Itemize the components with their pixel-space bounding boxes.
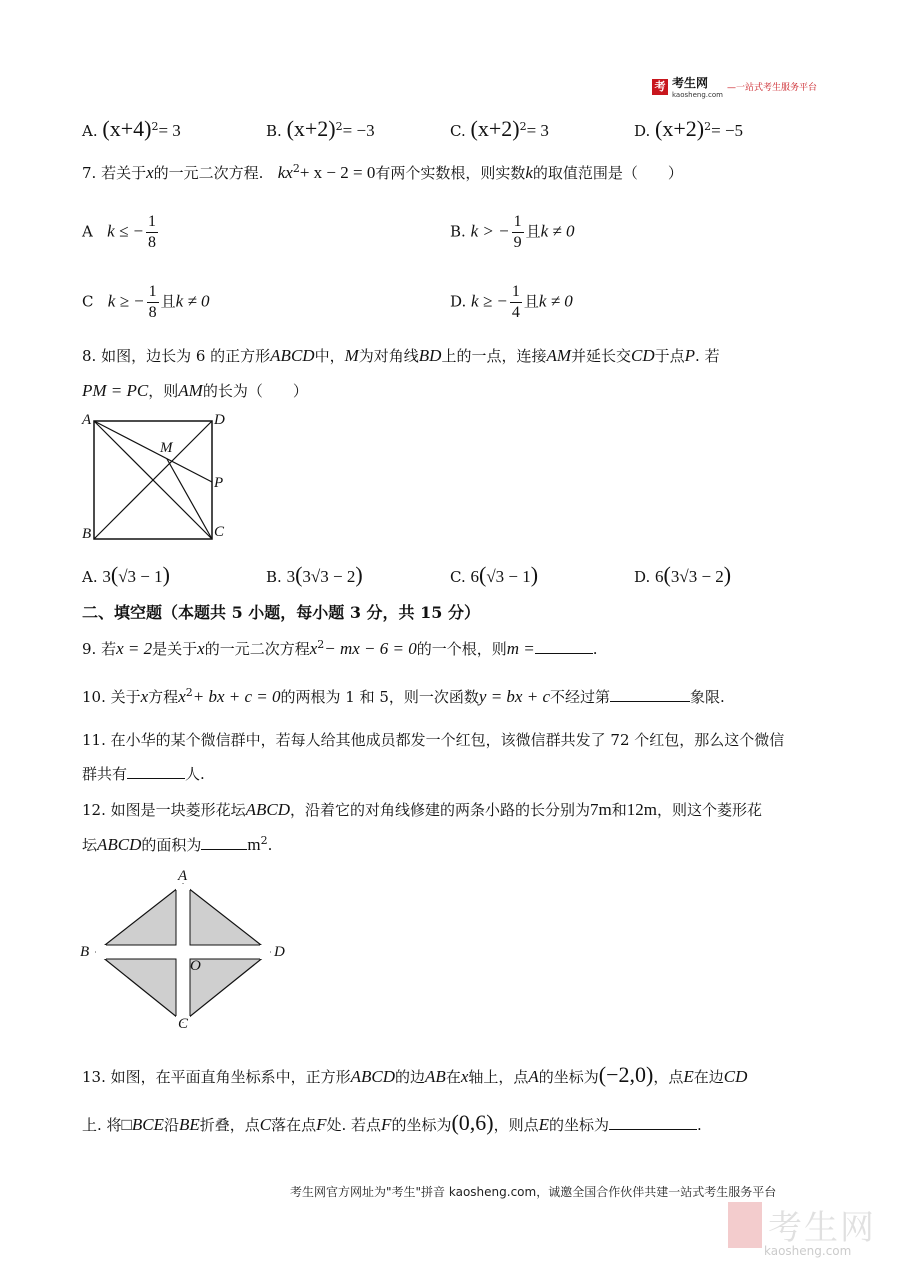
logo-icon: 考 [652, 79, 668, 95]
q7-option-d: D. k ≥ − $\frac{1}{4}$ 且k ≠ 0 [450, 283, 573, 321]
q6-option-b: B. $(x+2)^2= -3$ [266, 116, 375, 141]
q7-stem: 7. 若关于x的一元二次方程. $kx^2+ x - 2 = 0$有两个实数根，则实数k的取值范围是（ ） [82, 162, 683, 182]
q8-label-m: M [160, 440, 173, 456]
q12-line1: 12. 如图是一块菱形花坛ABCD，沿着它的对角线修建的两条小路的长分别为7m和12m，则这个菱形花 [82, 800, 763, 819]
q6-option-c: C. $(x+2)^2= 3$ [450, 116, 549, 141]
q8-option-d: D. 6(3√3 − 2) [634, 562, 732, 587]
q12-label-d: D [274, 944, 285, 960]
path-bd-horizontal [96, 945, 270, 959]
section-title: 二、填空题（本题共 5 小题，每小题 3 分，共 15 分） [82, 603, 480, 622]
q12-answer-blank[interactable] [201, 835, 247, 850]
q10-answer-blank[interactable] [610, 687, 690, 702]
watermark-logo-icon [728, 1202, 762, 1248]
q8-option-c: C. 6(√3 − 1) [450, 562, 539, 587]
q7-option-c: C k ≥ − $\frac{1}{8}$ 且k ≠ 0 [82, 283, 210, 321]
q13-line1: 13. 如图，在平面直角坐标系中，正方形ABCD的边AB在x轴上，点A的坐标为(−2,0)，点E在边CD [82, 1062, 748, 1087]
q11-answer-blank[interactable] [127, 764, 185, 779]
watermark [728, 1200, 876, 1249]
watermark-text: 考生网 [768, 1208, 876, 1248]
q9-answer-blank[interactable] [535, 639, 593, 654]
q12-label-c: C [178, 1016, 189, 1032]
q12-rhombus-figure [88, 876, 278, 1026]
q7-option-a: A k ≤ − $\frac{1}{8}$ [82, 213, 157, 251]
q8-label-d: D [214, 412, 225, 428]
q8-option-a: A. 3(√3 − 1) [82, 562, 170, 587]
q8-label-p: P [214, 475, 224, 491]
q8-label-a: A [82, 412, 92, 428]
q10-stem: 10. 关于x方程$x^2+$ bx + c = 0的两根为 1 和 5，则一次函数y = bx + c不经过第 象限. [82, 686, 725, 706]
q13-answer-blank[interactable] [609, 1115, 697, 1130]
q6-option-d: D. $(x+2)^2= -5$ [634, 116, 744, 141]
q6-option-a: A. $(x+4)^2= 3$ [82, 116, 181, 141]
logo-text: 考生网 [672, 76, 709, 90]
q8-option-b: B. 3(3√3 − 2) [266, 562, 363, 587]
logo-slogan: —一站式考生服务平台 [726, 83, 817, 93]
q8-label-c: C [214, 524, 225, 540]
q11-line1: 11. 在小华的某个微信群中，若每人给其他成员都发一个红包，该微信群共发了 72 个红包，那么这个微信 [82, 731, 785, 749]
q7-option-b: B. k > − $\frac{1}{9}$ 且k ≠ 0 [450, 213, 575, 251]
q12-label-b: B [80, 944, 90, 960]
header-logo [652, 74, 817, 99]
footer-text: 考生网官方网址为"考生"拼音 kaosheng.com，诚邀全国合作伙伴共建一站式考生服务平台 [290, 1185, 777, 1199]
q12-line2: 坛ABCD的面积为 $m^2$. [82, 834, 273, 854]
logo-url: kaosheng.com [672, 91, 723, 99]
q9-stem: 9. 若x = 2是关于x的一元二次方程$x^2-$ mx − 6 = 0的一个根，则m = . [82, 638, 598, 658]
q13-line2: 上. 将□BCE沿BE折叠，点C落在点F处. 若点F的坐标为(0,6)，则点E的坐标为 . [82, 1110, 702, 1135]
q8-stem-line2: PM = PC，则AM的长为（ ） [82, 381, 308, 400]
q12-label-o: O [190, 958, 201, 974]
q11-line2: 群共有 人. [82, 765, 205, 783]
segment-ap-line [94, 421, 212, 482]
q8-stem-line1: 8. 如图，边长为 6 的正方形ABCD中，M为对角线BD上的一点，连接AM并延长交CD于点P. 若 [82, 346, 720, 365]
q12-label-a: A [178, 868, 188, 884]
watermark-url: kaosheng.com [764, 1244, 852, 1258]
q8-label-b: B [82, 526, 92, 542]
